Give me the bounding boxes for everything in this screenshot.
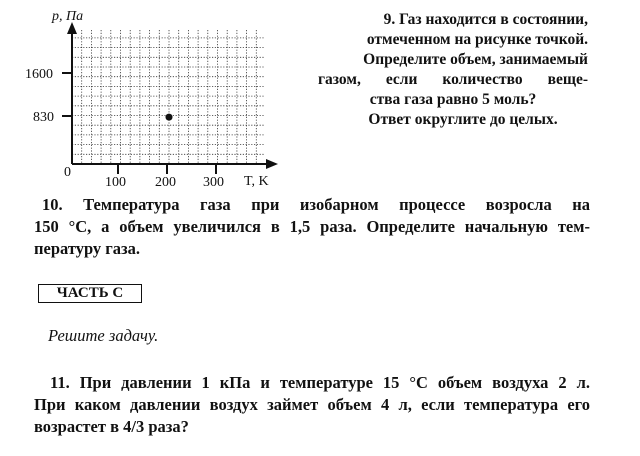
- chart-grid: [72, 30, 264, 164]
- instruction-text: Решите задачу.: [48, 326, 159, 345]
- question-10-line: 150 °С, а объем увеличился в 1,5 раза. Определите начальную тем-: [34, 217, 590, 236]
- pressure-temperature-chart: [0, 0, 300, 192]
- y-tick-label-830: 830: [33, 110, 54, 125]
- state-point: [166, 114, 173, 121]
- question-11-line: возрастет в 4/3 раза?: [34, 417, 189, 436]
- question-9-line: 9. Газ находится в состоянии,: [383, 11, 588, 28]
- question-9-line: ства газа равно 5 моль?: [369, 91, 537, 108]
- y-tick-label-1600: 1600: [25, 67, 53, 82]
- x-axis-label: T, K: [244, 174, 269, 189]
- question-10-line: 10. Температура газа при изобарном процессе возросла на: [42, 195, 590, 214]
- x-tick-label-300: 300: [203, 175, 224, 190]
- question-10: [34, 194, 590, 260]
- question-9-line: Определите объем, занимаемый: [363, 51, 588, 68]
- question-9-line: газом, если количество веще-: [318, 71, 588, 88]
- question-9: [318, 10, 588, 130]
- question-11-line: 11. При давлении 1 кПа и температуре 15 °С объем воздуха 2 л.: [50, 373, 590, 392]
- x-tick-label-100: 100: [105, 175, 126, 190]
- question-9-line: отмеченном на рисунке точкой.: [366, 31, 588, 48]
- y-axis-label: p, Па: [52, 9, 84, 24]
- x-tick-label-200: 200: [155, 175, 176, 190]
- question-11-line: При каком давлении воздух займет объем 4 л, если температура его: [34, 395, 590, 414]
- part-c-label: ЧАСТЬ С: [38, 284, 142, 303]
- question-10-line: пературу газа.: [34, 239, 141, 258]
- question-9-line: Ответ округлите до целых.: [368, 111, 558, 128]
- question-11: [34, 372, 590, 438]
- origin-label: 0: [64, 165, 71, 180]
- x-axis-arrow: [266, 159, 278, 169]
